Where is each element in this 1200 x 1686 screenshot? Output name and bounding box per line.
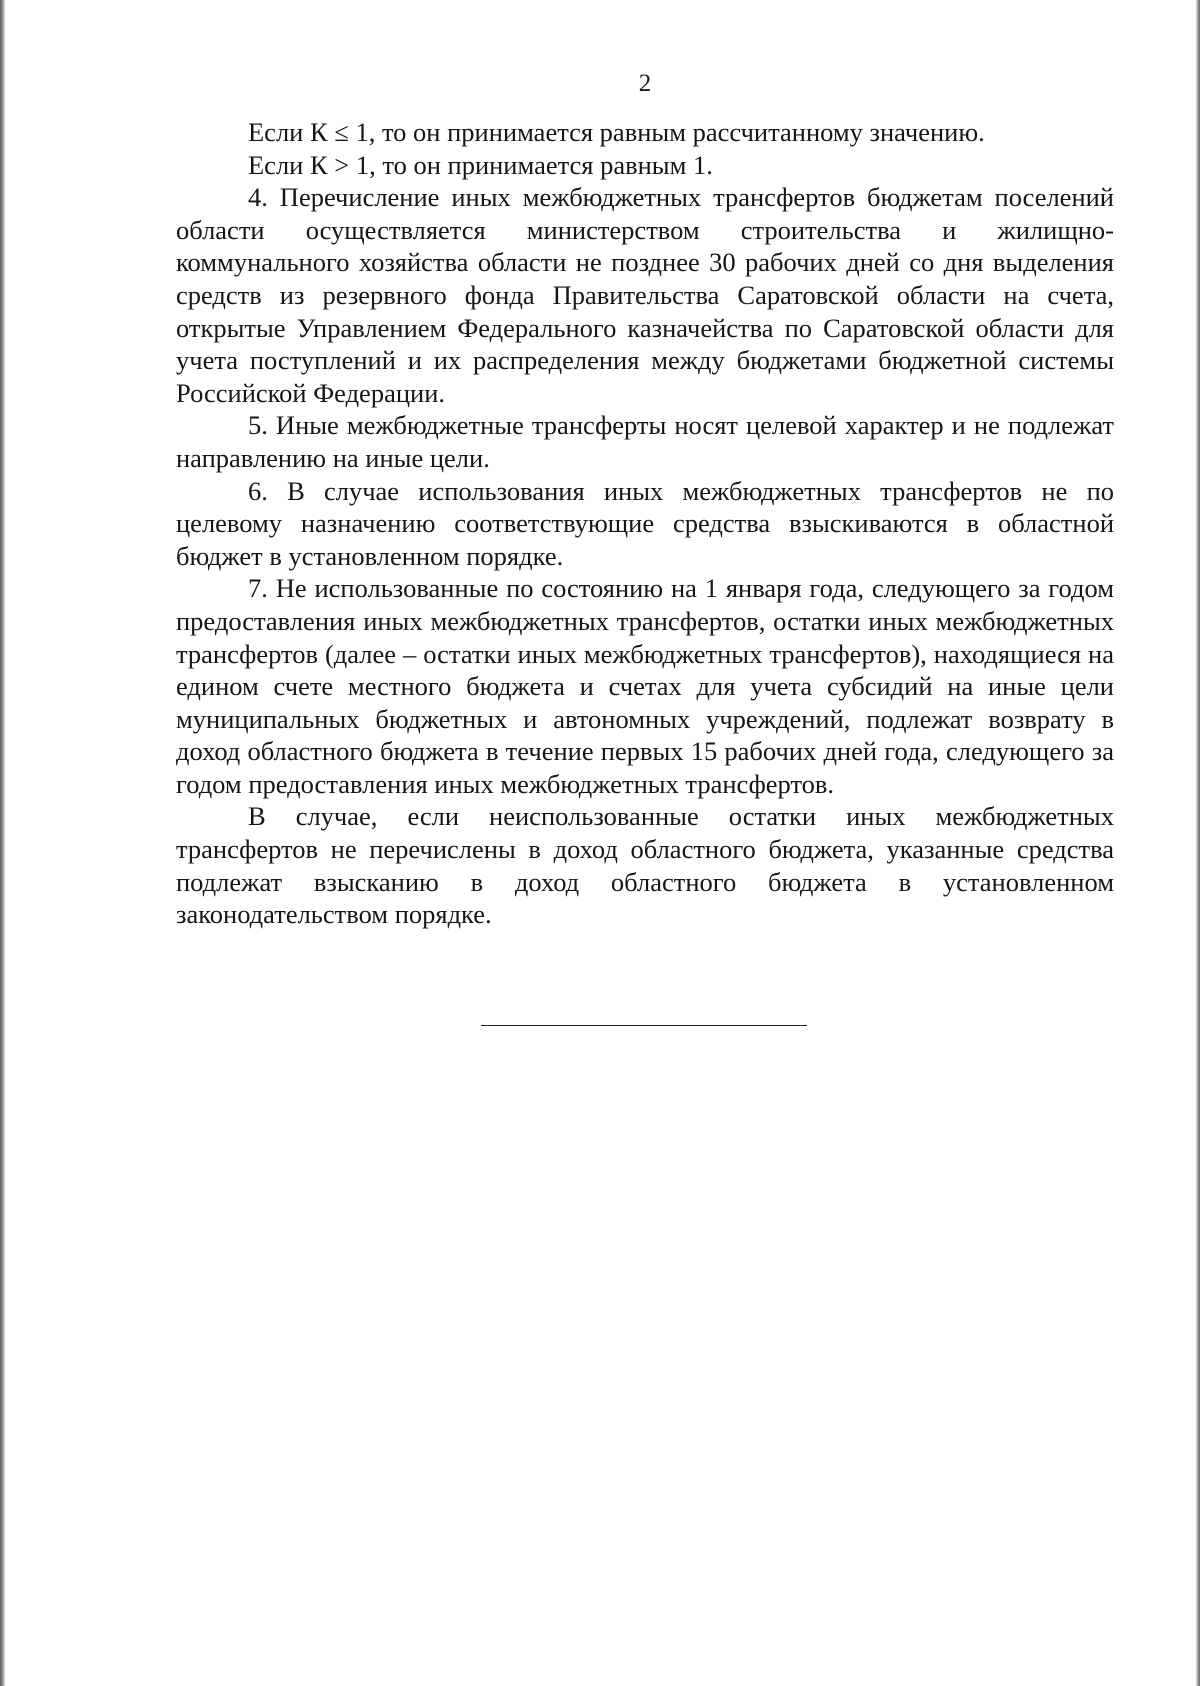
paragraph-k-less-equal: Если К ≤ 1, то он принимается равным рассчитанному значению.: [248, 117, 985, 147]
document-body: [176, 116, 1114, 931]
paragraph-6: 6. В случае использования иных межбюджетных трансфертов не по целевому назначению соответствующие средства взыскиваются в областной бюджет в установленном порядке.: [176, 475, 1114, 571]
paragraph-5: 5. Иные межбюджетные трансферты носят целевой характер и не подлежат направлению на иные цели.: [176, 410, 1114, 473]
paragraph-k-greater: Если К > 1, то он принимается равным 1.: [248, 149, 713, 180]
paragraph-7: 7. Не использованные по состоянию на 1 января года, следующего за годом предоставления иных межбюджетных трансфертов, остатки иных межбюджетных трансфертов (далее – остатки иных межбюджетных трансфертов), находящиеся на едином счете местного бюджета и счетах для учета субсидий на иные цели муниципальных бюджетных и автономных учреждений, подлежат возврату в доход областного бюджета в течение первых 15 рабочих дней года, следующего за годом предоставления иных межбюджетных трансфертов.: [176, 573, 1114, 799]
scan-edge-right: [1196, 0, 1200, 1686]
page-number: 2: [638, 70, 652, 97]
paragraph-7-continuation: В случае, если неиспользованные остатки иных межбюджетных трансфертов не перечислены в доход областного бюджета, указанные средства подлежат взысканию в доход областного бюджета в установленном законодательством порядке.: [176, 801, 1114, 930]
scan-edge-left: [0, 0, 5, 1686]
end-of-document-rule: [481, 1025, 807, 1026]
paragraph-4: 4. Перечисление иных межбюджетных трансфертов бюджетам поселений области осуществляется министерством строительства и жилищно-коммунального хозяйства области не позднее 30 рабочих дней со дня выделения средств из резервного фонда Правительства Саратовской области на счета, открытые Управлением Федерального казначейства по Саратовской области для учета поступлений и их распределения между бюджетами бюджетной системы Российской Федерации.: [176, 182, 1114, 408]
